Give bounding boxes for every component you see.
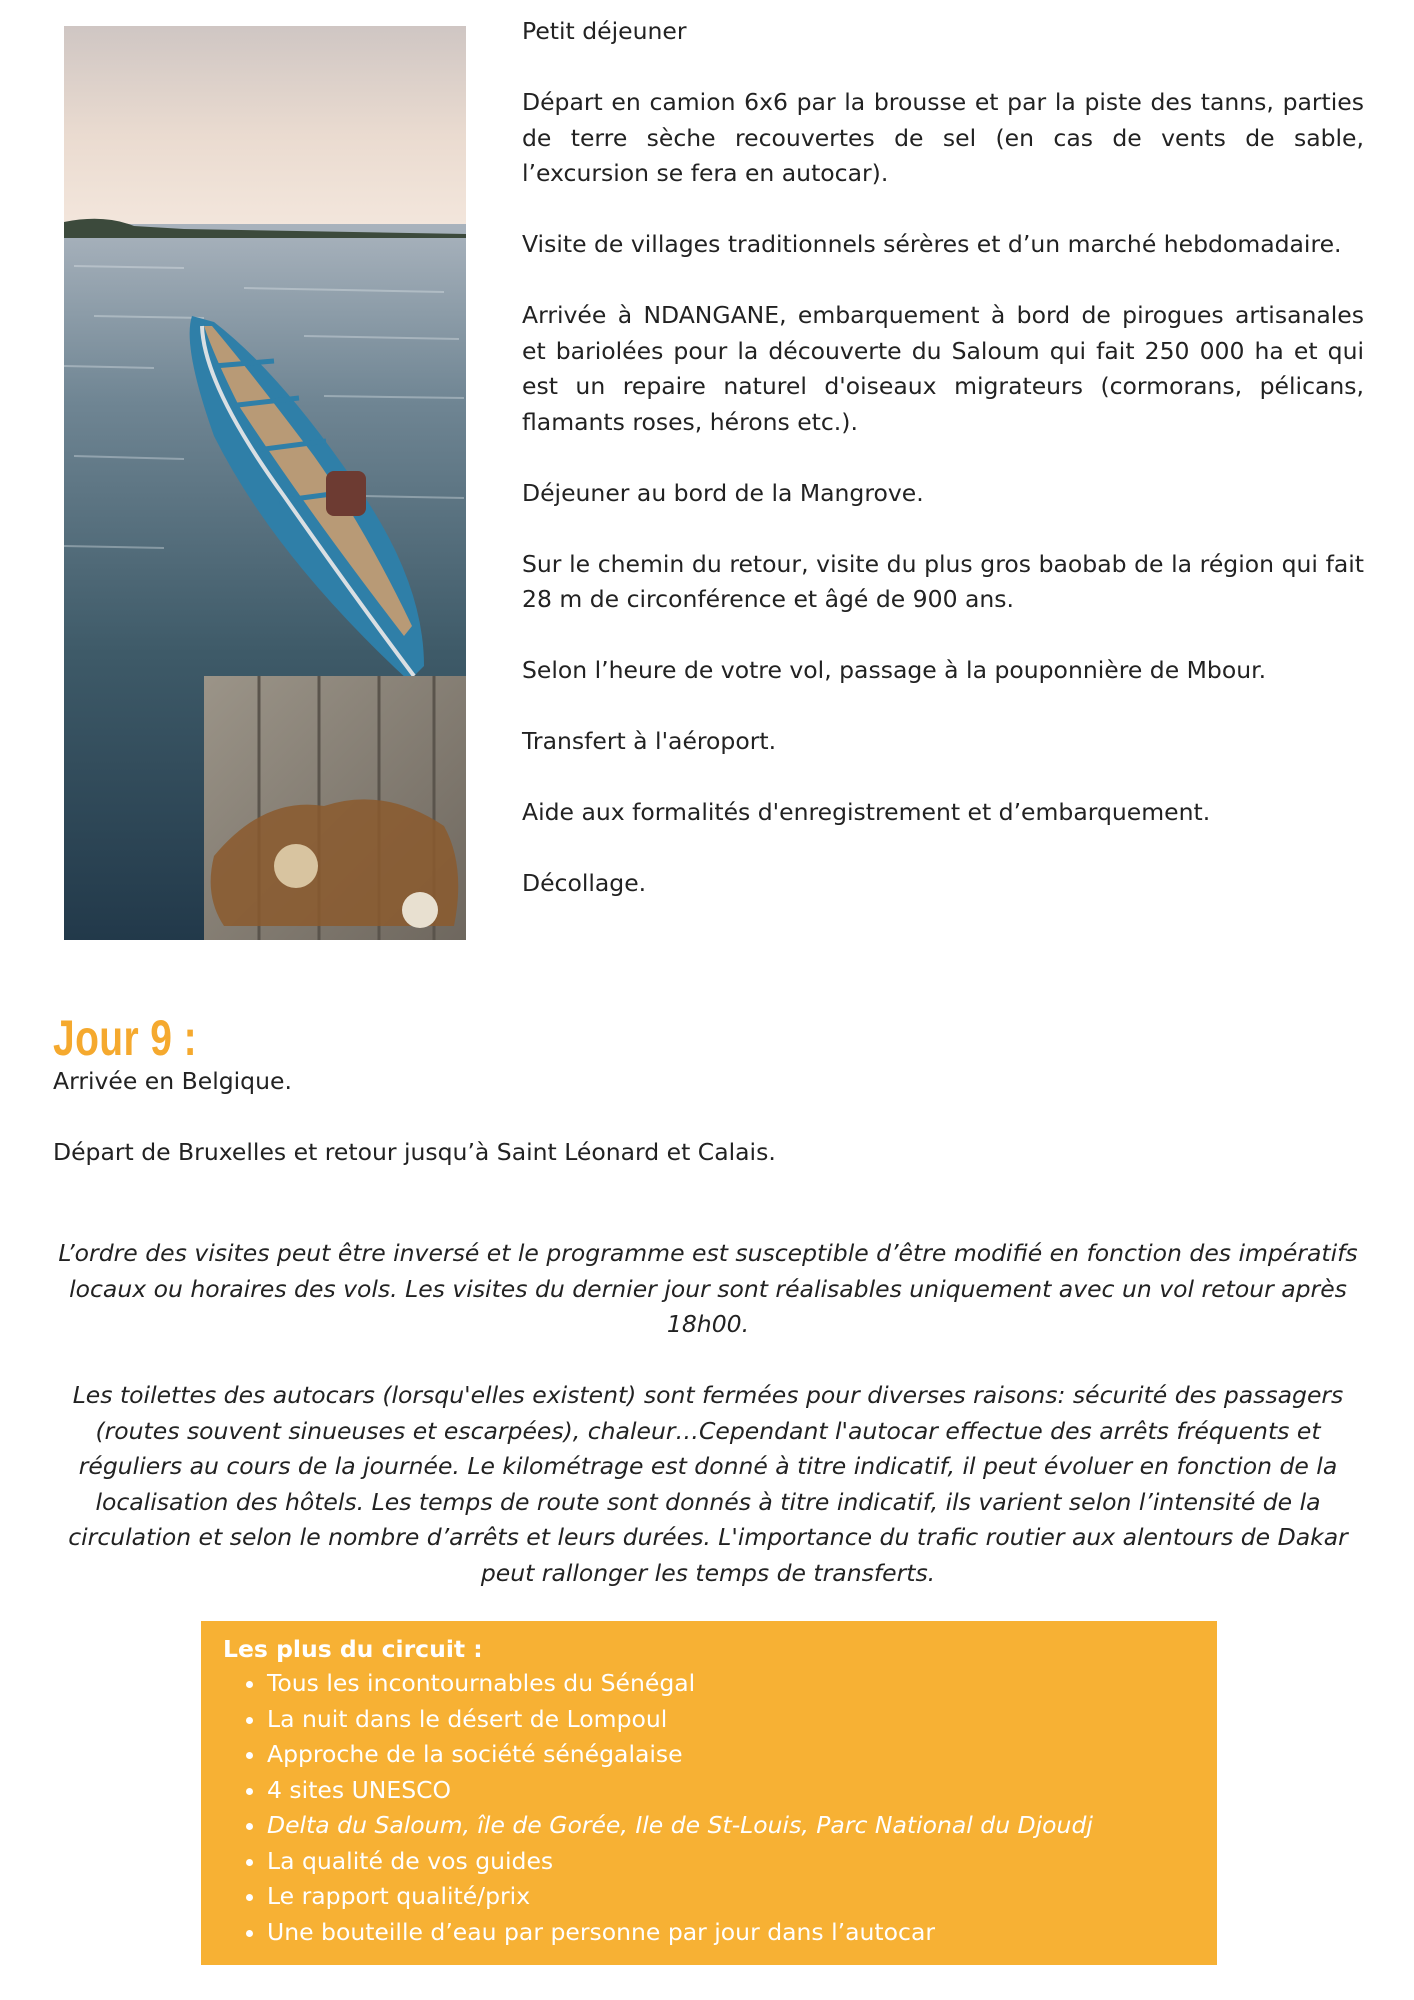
note-visit-order: L’ordre des visites peut être inversé et le programme est susceptible d’être modifié en fonction des impératifs locaux ou horaires des vols. Les visites du dernier jour sont réalisables uniquement avec un vol retour après 18h00. bbox=[58, 1239, 1358, 1338]
highlights-title: Les plus du circuit : bbox=[223, 1635, 483, 1663]
itinerary-breakfast: Petit déjeuner bbox=[522, 17, 687, 45]
itinerary-baobab: Sur le chemin du retour, visite du plus gros baobab de la région qui fait 28 m de circonférence et âgé de 900 ans. bbox=[522, 549, 1364, 613]
itinerary-column bbox=[522, 14, 1364, 902]
day9-return: Départ de Bruxelles et retour jusqu’à Saint Léonard et Calais. bbox=[53, 1138, 776, 1166]
highlight-item: • Une bouteille d’eau par personne par jour dans l’autocar bbox=[267, 1915, 1195, 1951]
note-coach-toilets: Les toilettes des autocars (lorsqu'elles existent) sont fermées pour diverses raisons: sécurité des passagers (routes souvent sinueuses et escarpées), chaleur…Cependant l'autocar effectue des arrêts fréquents et réguliers au cours de la journée. Le kilométrage est donné à titre indicatif, il peut évoluer en fonction de la localisation des hôtels. Les temps de route sont donnés à titre indicatif, ils varient selon l’intensité de la circulation et selon le nombre d’arrêts et leurs durées. L'importance du trafic routier aux alentours de Dakar peut rallonger les temps de transferts. bbox=[68, 1381, 1348, 1587]
highlight-item: • 4 sites UNESCO bbox=[267, 1773, 1195, 1809]
highlight-item: • Approche de la société sénégalaise bbox=[267, 1737, 1195, 1773]
highlight-item: • La qualité de vos guides bbox=[267, 1844, 1195, 1880]
highlights-box bbox=[201, 1621, 1217, 1965]
highlight-item: • Tous les incontournables du Sénégal bbox=[267, 1666, 1195, 1702]
day9-body bbox=[53, 1064, 1363, 1206]
itinerary-nursery: Selon l’heure de votre vol, passage à la pouponnière de Mbour. bbox=[522, 656, 1267, 684]
highlights-list bbox=[223, 1666, 1195, 1950]
itinerary-check-in: Aide aux formalités d'enregistrement et d’embarquement. bbox=[522, 798, 1211, 826]
highlight-item: • Le rapport qualité/prix bbox=[267, 1879, 1195, 1915]
itinerary-takeoff: Décollage. bbox=[522, 869, 647, 897]
itinerary-villages: Visite de villages traditionnels sérères et d’un marché hebdomadaire. bbox=[522, 230, 1342, 258]
highlight-item: • La nuit dans le désert de Lompoul bbox=[267, 1702, 1195, 1738]
notes-section bbox=[52, 1236, 1364, 1627]
itinerary-ndangane: Arrivée à NDANGANE, embarquement à bord de pirogues artisanales et bariolées pour la découverte du Saloum qui fait 250 000 ha et qui est un repaire naturel d'oiseaux migrateurs (cormorans, pélicans, flamants roses, hérons etc.). bbox=[522, 301, 1364, 436]
day9-heading: Jour 9 : bbox=[53, 1010, 197, 1066]
itinerary-airport-transfer: Transfert à l'aéroport. bbox=[522, 727, 777, 755]
itinerary-lunch: Déjeuner au bord de la Mangrove. bbox=[522, 478, 924, 507]
highlight-item-unesco-sites: • Delta du Saloum, île de Gorée, Ile de St-Louis, Parc National du Djoudj bbox=[267, 1808, 1195, 1844]
day9-arrival: Arrivée en Belgique. bbox=[53, 1067, 292, 1095]
itinerary-departure: Départ en camion 6x6 par la brousse et par la piste des tanns, parties de terre sèche recouvertes de sel (en cas de vents de sable, l’excursion se fera en autocar). bbox=[522, 88, 1364, 187]
pirogue-photo bbox=[64, 26, 466, 940]
